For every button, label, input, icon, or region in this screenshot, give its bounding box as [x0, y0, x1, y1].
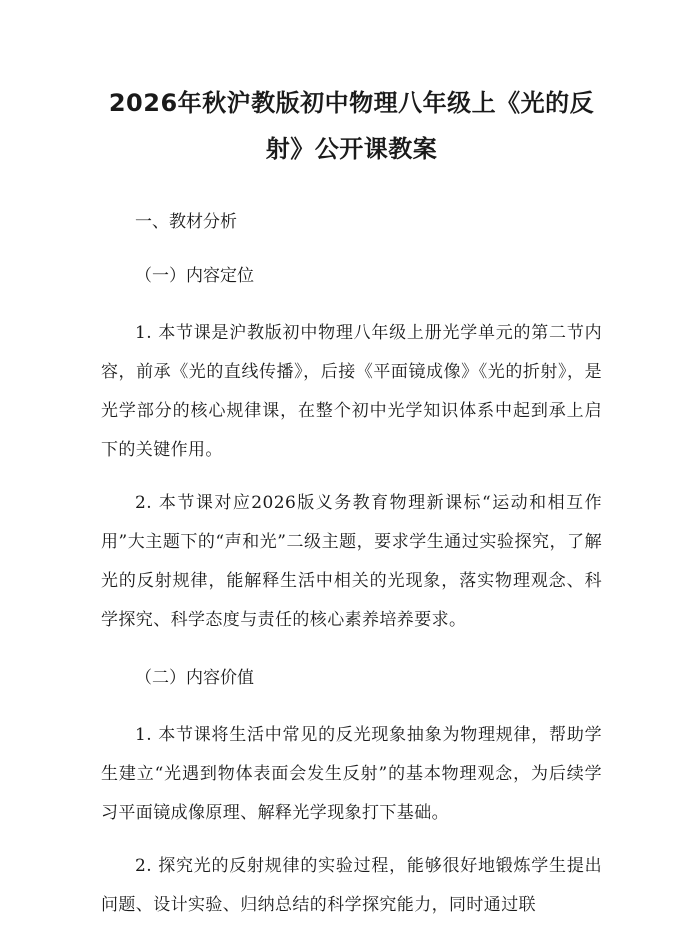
subsection-heading-content-value: （二）内容价值 — [135, 668, 254, 688]
document-title — [101, 0, 602, 172]
paragraph: 1. 本节课是沪教版初中物理八年级上册光学单元的第二节内容，前承《光的直线传播》，后接《平面镜成像》《光的折射》，是光学部分的核心规律课，在整个初中光学知识体系中起到承上启下的关键作用。 — [101, 323, 602, 460]
section-heading-textbook-analysis: 一、教材分析 — [135, 212, 237, 232]
subsection-heading-content-positioning: （一）内容定位 — [135, 266, 254, 286]
title-line-1: 2026年秋沪教版初中物理八年级上《光的反 — [108, 89, 595, 117]
paragraph: 1. 本节课将生活中常见的反光现象抽象为物理规律，帮助学生建立“光遇到物体表面会发生反射”的基本物理观念，为后续学习平面镜成像原理、解释光学现象打下基础。 — [101, 725, 602, 823]
paragraph: 2. 探究光的反射规律的实验过程，能够很好地锻炼学生提出问题、设计实验、归纳总结的科学探究能力，同时通过联 — [101, 856, 602, 915]
title-line-2: 射》公开课教案 — [265, 135, 438, 163]
paragraph: 2. 本节课对应2026版义务教育物理新课标“运动和相互作用”大主题下的“声和光”二级主题，要求学生通过实验探究，了解光的反射规律，能解释生活中相关的光现象，落实物理观念、科学探究、科学态度与责任的核心素养培养要求。 — [101, 493, 602, 630]
